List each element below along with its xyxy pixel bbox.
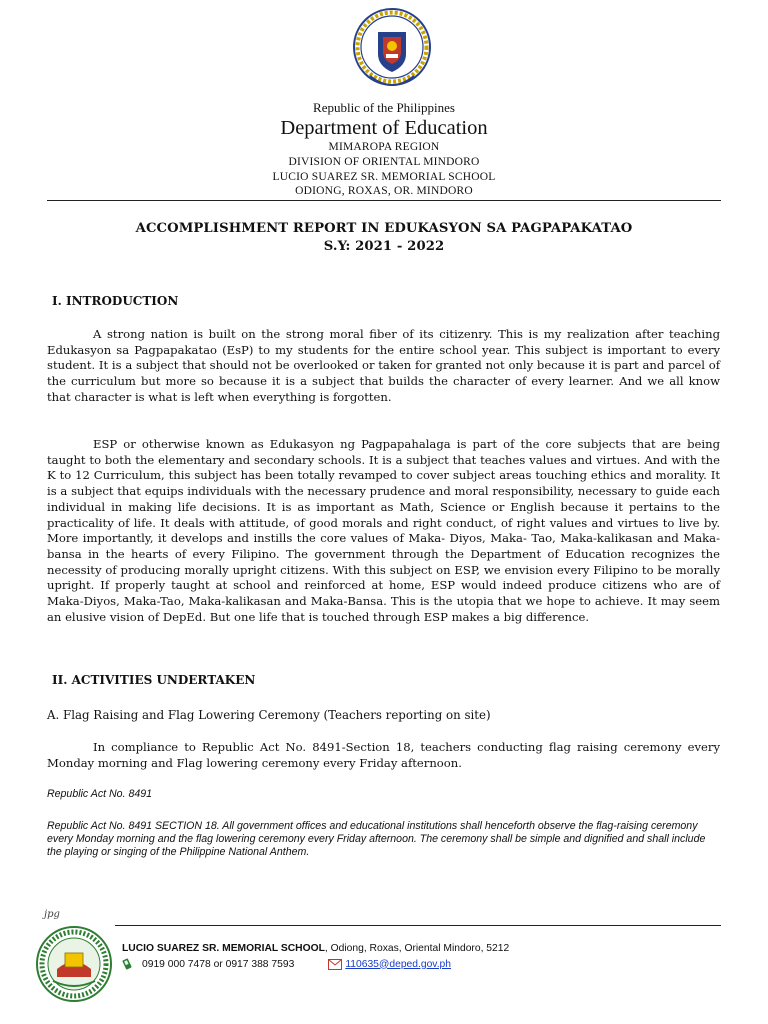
intro-paragraph-2: ESP or otherwise known as Edukasyon ng Pagpapahalaga is part of the core subjects that are being taught to both the elementary and secondary schools. It is a subject that teaches values and virtues. And with the K to 12 Curriculum, this subject has been totally revamped to cover subject areas touching ethics and morality. It is a subject that equips individuals with the necessary prudence and moral responsibility, necessary to guide each individual in making life decisions. It is as important as Math, Science or English because it pertains to the practicality of life. It deals with attitude, of good morals and right conduct, of right values and virtues to live by. More importantly, it develops and instills the core values of Maka- Diyos, Maka- Tao, Maka-kalikasan and Maka- bansa in the hearts of every Filipino. The government through the Department of Education recognizes the necessity of producing morally upright citizens. With this subject on ESP, we envision every Filipino to be morally upright. If properly taught at school and reinforced at home, ESP would indeed produce citizens who are of Maka-Diyos, Maka-Tao, Maka-kalikasan and Maka-Bansa. This is the utopia that we hope to achieve. It may seem an elusive vision of DepEd. But one life that is touched through ESP makes a big difference. (47, 437, 720, 624)
footer-phone-numbers: 0919 000 7478 or 0917 388 7593 (142, 958, 295, 970)
footer-divider (115, 925, 721, 926)
activity-paragraph: In compliance to Republic Act No. 8491-Section 18, teachers conducting flag raising ceremony every Monday morning and Flag lowering ceremony every Friday afternoon. (47, 740, 720, 770)
mobile-phone-icon (120, 958, 134, 970)
footer-school-name: LUCIO SUAREZ SR. MEMORIAL SCHOOL (122, 943, 325, 954)
footer-contact-row (120, 958, 451, 970)
footer-school-address: , Odiong, Roxas, Oriental Mindoro, 5212 (324, 943, 510, 954)
footer-school-info (122, 943, 509, 954)
footer-email-link[interactable]: 110635@deped.gov.ph (345, 958, 452, 970)
deped-seal-icon (352, 2, 432, 102)
school-seal-icon (35, 925, 113, 1003)
envelope-icon (328, 959, 342, 970)
report-title: ACCOMPLISHMENT REPORT IN EDUKASYON SA PAGPAPAKATAO (135, 221, 633, 236)
republic-line: Republic of the Philippines (313, 100, 455, 115)
activity-subheading: A. Flag Raising and Flag Lowering Ceremony (Teachers reporting on site) (47, 708, 491, 722)
division-line: DIVISION OF ORIENTAL MINDORO (288, 156, 480, 168)
image-placeholder-note: jpg (44, 909, 60, 920)
department-name: Department of Education (280, 117, 488, 139)
region-line: MIMAROPA REGION (328, 141, 440, 153)
school-year: S.Y: 2021 - 2022 (323, 239, 445, 254)
section-heading-activities: II. ACTIVITIES UNDERTAKEN (52, 673, 256, 687)
header-divider (47, 200, 721, 201)
school-line: LUCIO SUAREZ SR. MEMORIAL SCHOOL (272, 171, 496, 183)
republic-act-text: Republic Act No. 8491 SECTION 18. All government offices and educational institutions shall henceforth observe the flag-raising ceremony every Monday morning and the flag lowering ceremony every Friday afternoon. The ceremony shall be simple and dignified and shall include the playing or singing of the Philippine National Anthem. (47, 820, 706, 859)
address-line: ODIONG, ROXAS, OR. MINDORO (295, 185, 473, 197)
republic-act-label: Republic Act No. 8491 (47, 788, 153, 800)
intro-paragraph-1: A strong nation is built on the strong moral fiber of its citizenry. This is my realization after teaching Edukasyon sa Pagpapakatao (EsP) to my students for the entire school year. This subject is important to every student. It is a subject that should not be overlooked or taken for granted not only because it is part and parcel of the curriculum but more so because it is a subject that builds the character of every learner. And we all know that character is what is left when everything is forgotten. (47, 327, 720, 404)
section-heading-introduction: I. INTRODUCTION (52, 294, 179, 308)
